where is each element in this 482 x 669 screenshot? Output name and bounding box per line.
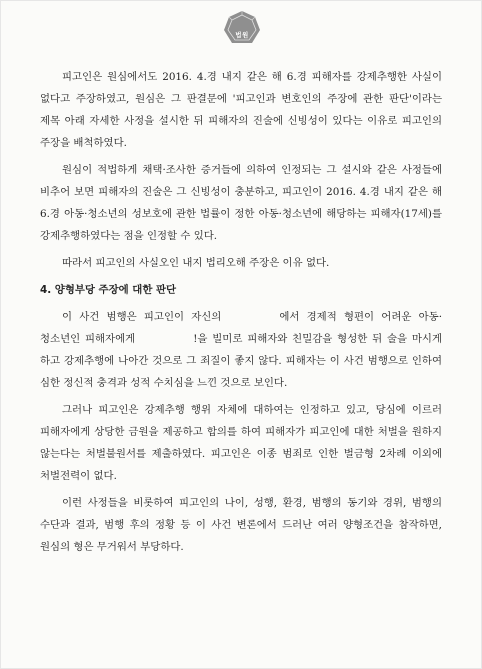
paragraph-factual-claim: 피고인은 원심에서도 2016. 4.경 내지 같은 해 6.경 피해자를 강제추행한 사실이 없다고 주장하였고, 원심은 그 판결문에 '피고인과 변호인의 주장에 관한 판단'이라는 제목 아래 자세한 사정을 설시한 뒤 피해자의 진술에 신빙성이 있다는 이유로 피고인의 주장을 배척하였다. [40, 71, 442, 149]
paragraph-sentencing-mitigation: 그러나 피고인은 강제추행 행위 자체에 대하여는 인정하고 있고, 당심에 이르러 피해자에게 상당한 금원을 제공하고 합의를 하여 피해자가 피고인에 대한 처벌을 원하지 않는다는 처벌불원서를 제출하였다. 피고인은 이종 범죄로 인한 벌금형 2차례 이외에 처벌전력이 없다. [40, 404, 442, 482]
sentencing-text-part-2: 에서 경제적 형편이 어려운 아동·청소년인 피해자에게 [40, 311, 443, 345]
document-body [40, 66, 442, 563]
paragraph-sentencing-conclusion: 이런 사정들을 비롯하여 피고인의 나이, 성행, 환경, 범행의 동기와 경위, 범행의 수단과 결과, 범행 후의 정황 등 이 사건 변론에서 드러난 여러 양형조건을 참작하면, 원심의 형은 무거워서 부당하다. [40, 497, 442, 553]
court-emblem-label: 법원 [235, 31, 249, 39]
court-emblem-graphic [222, 10, 262, 46]
sentencing-text-part-1: 이 사건 범행은 피고인이 자신의 [62, 311, 222, 323]
sentencing-text-part-3: !을 빌미로 피해자와 친밀감을 형성한 뒤 술을 마시게 하고 강제추행에 나아간 것으로 그 죄질이 좋지 않다. 피해자는 이 사건 범행으로 인하여 심한 정신적 충격과 성적 수치심을 느낀 것으로 보인다. [40, 333, 443, 389]
paragraph-court-finding: 원심이 적법하게 채택·조사한 증거들에 의하여 인정되는 그 설시와 같은 사정들에 비추어 보면 피해자의 진술은 그 신빙성이 충분하고, 피고인이 2016. 4.경 내지 같은 해 6.경 아동·청소년의 성보호에 관한 법률이 정한 아동·청소년에 해당하는 피해자(17세)를 강제추행하였다는 점을 인정할 수 있다. [40, 164, 442, 242]
paragraph-conclusion: 따라서 피고인의 사실오인 내지 법리오해 주장은 이유 없다. [62, 257, 330, 269]
paragraph-sentencing-offense [40, 306, 442, 394]
court-emblem-icon [222, 10, 262, 46]
section-heading-sentencing: 4. 양형부당 주장에 대한 판단 [40, 284, 177, 296]
